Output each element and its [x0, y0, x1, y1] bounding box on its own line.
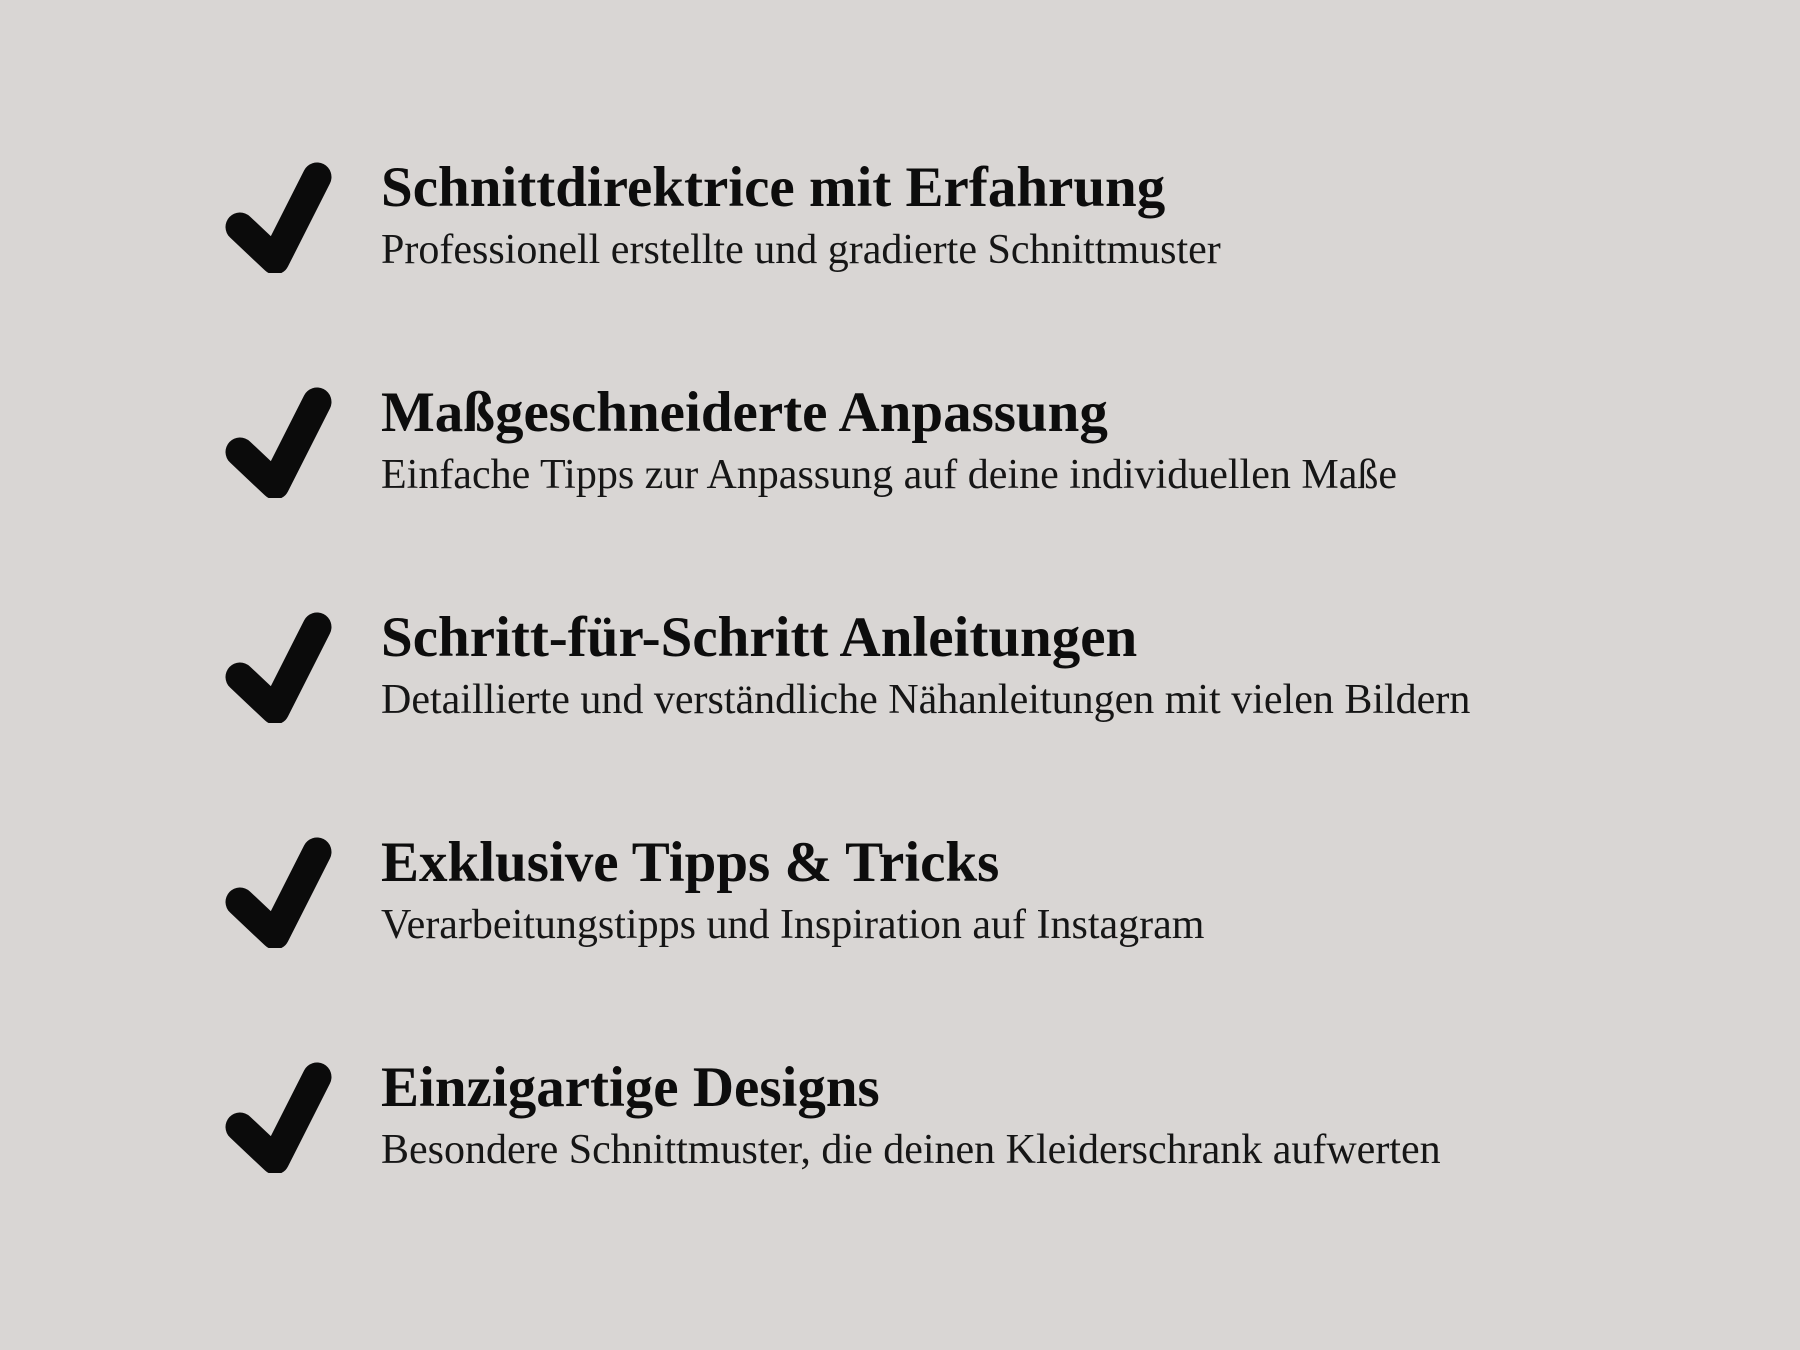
checkmark-icon	[222, 836, 334, 948]
checklist-item-description: Einfache Tipps zur Anpassung auf deine individuellen Maße	[381, 452, 1397, 499]
checklist-item-text	[381, 157, 1700, 276]
checklist-item-title: Schritt-für-Schritt Anleitungen	[381, 606, 1138, 670]
checklist-item-description: Professionell erstellte und gradierte Schnittmuster	[381, 227, 1221, 274]
checklist-item-description: Verarbeitungstipps und Inspiration auf Instagram	[381, 902, 1205, 949]
checkmark-icon	[222, 386, 334, 498]
checklist-item	[222, 831, 1700, 953]
checklist-item	[222, 606, 1700, 728]
checklist-item-text	[381, 832, 1700, 951]
checklist-item-description: Detaillierte und verständliche Nähanleitungen mit vielen Bildern	[381, 677, 1471, 724]
checkmark-icon	[222, 161, 334, 273]
checkmark-icon	[222, 1061, 334, 1173]
checklist-item-title: Maßgeschneiderte Anpassung	[381, 381, 1108, 445]
checklist-item	[222, 156, 1700, 278]
checklist-item-title: Exklusive Tipps & Tricks	[381, 831, 1000, 895]
checklist-item-text	[381, 1057, 1700, 1176]
feature-checklist	[222, 156, 1700, 1281]
checklist-item-title: Einzigartige Designs	[381, 1056, 880, 1120]
checklist-item-title: Schnittdirektrice mit Erfahrung	[381, 156, 1166, 220]
checklist-item-text	[381, 382, 1700, 501]
checklist-item	[222, 1056, 1700, 1178]
checkmark-icon	[222, 611, 334, 723]
checklist-item	[222, 381, 1700, 503]
checklist-item-text	[381, 607, 1700, 726]
checklist-item-description: Besondere Schnittmuster, die deinen Kleiderschrank aufwerten	[381, 1127, 1441, 1174]
